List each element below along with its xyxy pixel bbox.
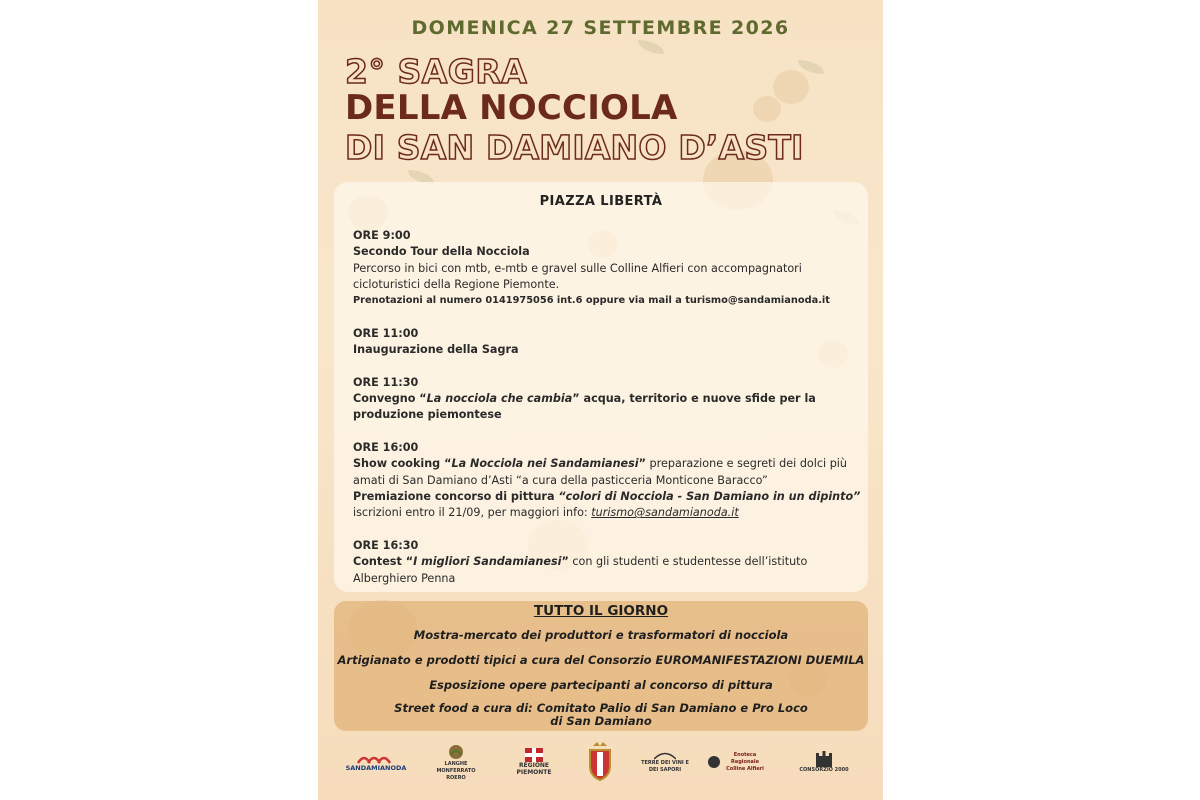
regione-icon [525, 748, 543, 762]
sandamianoda-icon [356, 753, 396, 765]
event-description: Percorso in bici con mtb, e-mtb e gravel sulle Colline Alfieri con accompagnatori cicloturistici della Regione Piemonte. [353, 261, 802, 291]
terre-logo [640, 740, 690, 784]
leaf-decoration [798, 60, 824, 74]
event-title: Secondo Tour della Nocciola [353, 245, 530, 259]
event-description [353, 555, 807, 584]
event-title-italic: I migliori Sandamianesi [413, 555, 562, 569]
hazelnut-decoration [773, 70, 809, 104]
event-poster [318, 0, 883, 800]
email-link[interactable]: turismo@sandamianoda.it [591, 506, 739, 520]
all-day-item: Mostra-mercato dei produttori e trasformatori di nocciola [413, 628, 789, 642]
venue-heading: PIAZZA LIBERTÀ [539, 194, 663, 209]
event-time: ORE 16:00 [353, 441, 419, 455]
all-day-item: Esposizione opere partecipanti al concorso di pittura [429, 678, 773, 692]
event-time: ORE 11:30 [353, 375, 419, 389]
coat-of-arms-icon [585, 742, 615, 782]
prize-title: “colori di Nocciola - San Damiano in un dipinto” [558, 490, 861, 504]
leaf-decoration [638, 40, 664, 54]
event-title-prefix: Convegno “ [353, 392, 427, 406]
sandamianoda-logo [346, 740, 406, 784]
event-title-quote: ” [561, 555, 569, 569]
logo-text: SANDAMIANODA [345, 763, 407, 772]
hazelnut-decoration [753, 96, 781, 122]
event-time: ORE 11:00 [353, 326, 419, 340]
logo-text: Enoteca Regionale Colline Alfieri [726, 751, 764, 772]
langhe-logo [426, 740, 486, 784]
event-description-text: preparazione e segreti dei dolci più amati di San Damiano d’Asti “a cura della pasticceria Monticone Baracco” [353, 457, 848, 487]
event-description-text: con gli studenti e studentesse dell’istituto Alberghiero Penna [353, 555, 808, 585]
event-title-prefix: Show cooking “ [353, 457, 452, 471]
regione-piemonte-logo [504, 740, 564, 784]
event-date: DOMENICA 27 SETTEMBRE 2026 [411, 17, 790, 39]
langhe-icon [447, 743, 465, 761]
event-item [353, 538, 861, 587]
coat-of-arms-logo [581, 740, 619, 784]
event-item [353, 375, 861, 424]
event-title-italic: La nocciola che cambia [426, 392, 573, 406]
consorzio-icon [814, 751, 834, 767]
logo-text: TERRE DEI VINI E DEI SAPORI [641, 760, 689, 773]
event-time: ORE 16:30 [353, 539, 419, 553]
program-panel [334, 182, 868, 592]
event-title-quote: ” [638, 457, 646, 471]
event-item [353, 440, 861, 521]
event-time: ORE 9:00 [353, 229, 411, 242]
event-item [353, 326, 861, 359]
logo-text: CONSORZIO 2000 [799, 766, 849, 773]
event-title-suffix: ” acqua, territorio e nuove sfide per la produzione piemontese [353, 392, 816, 422]
title-line-3: DI SAN DAMIANO D’ASTI [345, 128, 804, 167]
program-list [353, 228, 861, 603]
all-day-item: Street food a cura di: Comitato Palio di San Damiano e Pro Loco di San Damiano [394, 701, 808, 728]
event-title: Inaugurazione della Sagra [353, 343, 519, 357]
prize-info [353, 490, 860, 503]
logo-text: LANGHE MONFERRATO ROERO [436, 760, 476, 781]
title-line-1: 2° SAGRA [345, 52, 528, 91]
title-line-2: DELLA NOCCIOLA [345, 88, 678, 128]
all-day-title: TUTTO IL GIORNO [533, 603, 669, 619]
prize-label: Premiazione concorso di pittura [353, 490, 559, 504]
consorzio-logo [794, 740, 854, 784]
event-item [353, 228, 861, 309]
enoteca-icon [707, 755, 721, 769]
event-description [353, 457, 847, 486]
booking-info: Prenotazioni al numero 0141975056 int.6 oppure via mail a turismo@sandamianoda.it [353, 295, 830, 307]
all-day-panel [334, 601, 868, 731]
enoteca-logo [703, 740, 773, 784]
event-title-italic: La Nocciola nei Sandamianesi [451, 457, 639, 471]
all-day-item: Artigianato e prodotti tipici a cura del Consorzio EUROMANIFESTAZIONI DUEMILA [337, 653, 865, 667]
registration-info: iscrizioni entro il 21/09, per maggiori info: [353, 506, 592, 520]
event-title-prefix: Contest “ [353, 555, 414, 569]
logo-text: REGIONE PIEMONTE [516, 762, 552, 776]
sponsor-logos [318, 740, 883, 790]
terre-icon [654, 750, 676, 760]
event-title [353, 392, 816, 421]
